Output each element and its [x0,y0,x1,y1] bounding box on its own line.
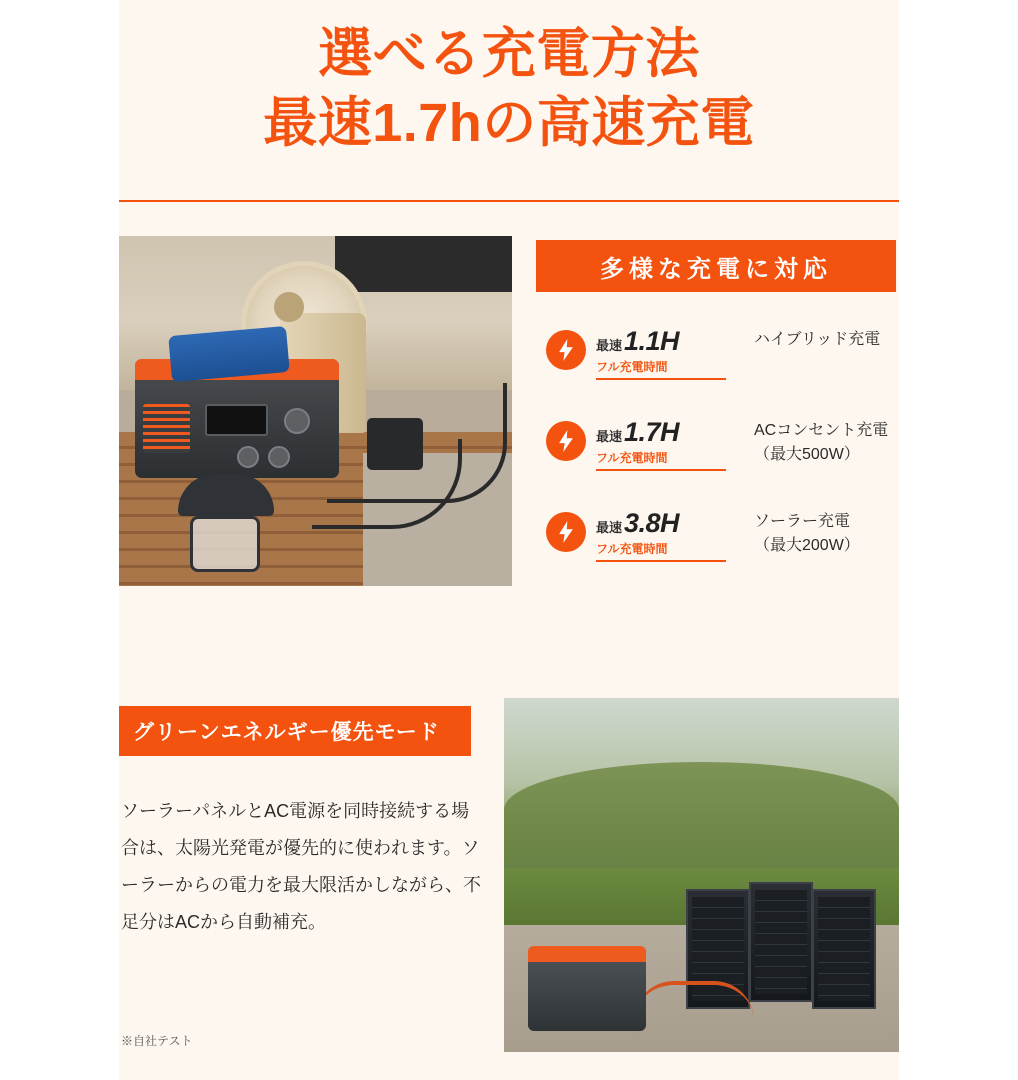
green-energy-description: ソーラーパネルとAC電源を同時接続する場合は、太陽光発電が優先的に使われます。ソーラーからの電力を最大限活かしながら、不足分はACから自動補充。 [121,801,481,932]
power-station-vents [143,404,190,453]
spec-row [546,411,896,502]
solar-panel-segment [749,882,813,1002]
spec-hours: 3.8H [624,508,680,538]
power-station-display [205,404,268,436]
bolt-icon [546,330,586,370]
charging-types-badge: 多様な充電に対応 [536,240,896,292]
power-station-port-2 [237,446,259,468]
charging-spec-list [546,320,896,593]
power-station-port-1 [284,408,310,434]
green-energy-badge: グリーンエネルギー優先モード [119,706,471,756]
header-divider [119,200,899,202]
lantern-glass [190,516,260,572]
bolt-icon [546,421,586,461]
spec-description [754,510,860,558]
spec-prefix: 最速 [596,338,623,353]
spec-description-line-2: （最大500W） [754,446,860,463]
spec-description-line-1: ACコンセント充電 [754,422,889,439]
spec-underline [596,560,726,562]
spec-time-block [596,326,746,380]
solar-panel-photo [504,698,899,1052]
charging-setup-photo [119,236,512,586]
footnote: ※自社テスト [121,1034,193,1048]
adapter-block [367,418,423,470]
spec-hours: 1.7H [624,417,680,447]
spec-time-block [596,417,746,471]
spec-sub: フル充電時間 [596,542,668,556]
spec-sub: フル充電時間 [596,451,668,465]
photo-dark-panel [335,236,512,292]
spec-row [546,502,896,593]
spec-sub: フル充電時間 [596,360,668,374]
solar-panel-segment [812,889,876,1009]
spec-underline [596,469,726,471]
headline-line-2: 最速1.7hの高速充電 [263,93,755,154]
power-station-top [528,946,647,962]
headline-line-1: 選べる充電方法 [318,24,700,84]
spec-prefix: 最速 [596,429,623,444]
spec-hours: 1.1H [624,326,680,356]
page-title [119,20,899,158]
spec-underline [596,378,726,380]
spec-time-block [596,508,746,562]
spec-row [546,320,896,411]
spec-description-line-1: ソーラー充電 [754,513,851,530]
bolt-icon [546,512,586,552]
spec-description [754,419,888,467]
spec-description-line-2: （最大200W） [754,537,860,554]
spec-description: ハイブリッド充電 [754,331,881,348]
spec-prefix: 最速 [596,520,623,535]
connection-cable [634,981,754,1021]
smartphone [168,325,290,381]
